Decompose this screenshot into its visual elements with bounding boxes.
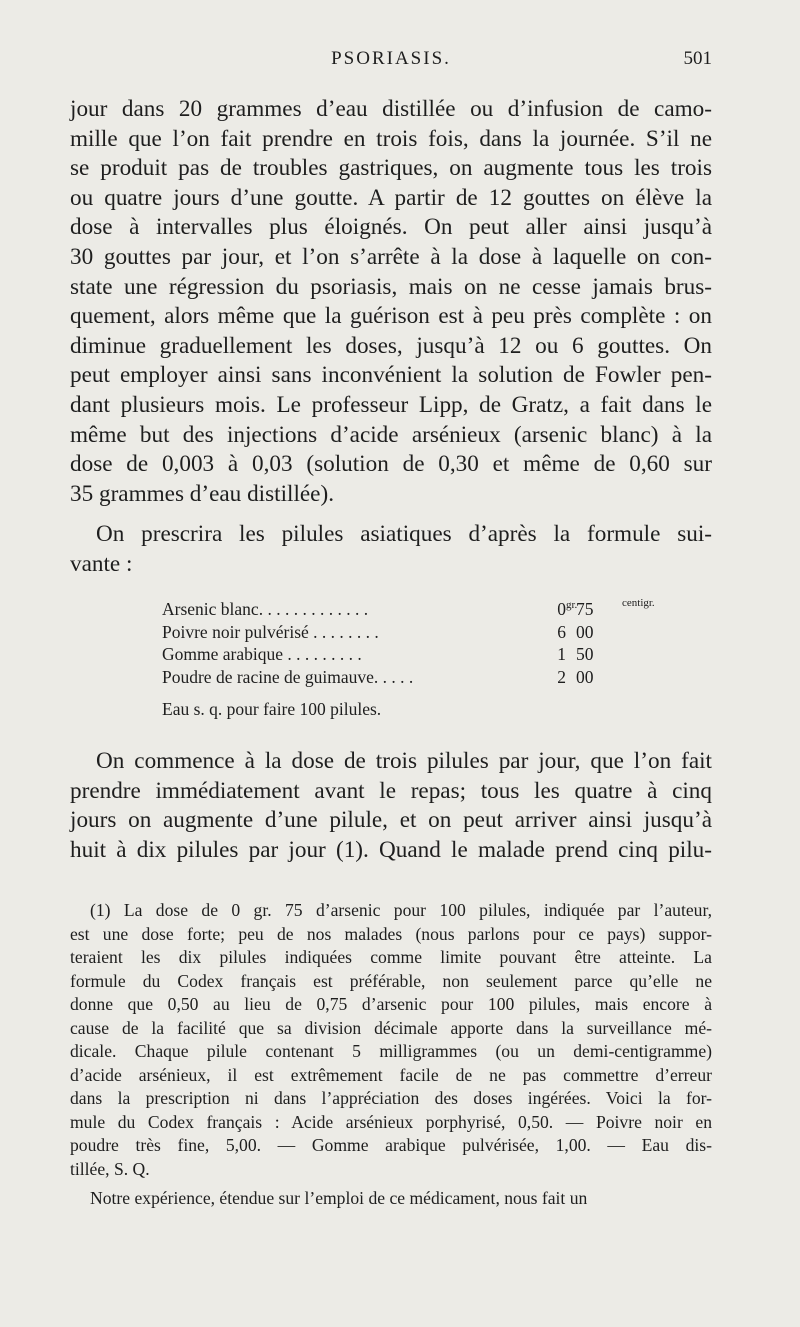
footnote-line: formule du Codex français est préférable, non seulement parce qu’elle ne: [70, 970, 712, 991]
text-line: state une régression du psoriasis, mais on ne cesse jamais brus-: [70, 273, 712, 300]
ingredient-grams: 1: [557, 644, 566, 665]
text-line: vante :: [70, 550, 133, 577]
text-line: jours on augmente d’une pilule, et on peut arriver ainsi jusqu’à: [70, 807, 712, 834]
text-line: diminue graduellement les doses, jusqu’à 12 ou 6 gouttes. On: [70, 332, 712, 359]
formula-footer: [162, 698, 662, 721]
text-line: dant plusieurs mois. Le professeur Lipp, de Gratz, a fait dans le: [70, 391, 712, 418]
text-line: prendre immédiatement avant le repas; tous les quatre à cinq: [70, 777, 712, 804]
formula-row: [162, 666, 662, 689]
footnote-line: d’acide arsénieux, il est extrêmement facile de ne pas commettre d’erreur: [70, 1064, 712, 1085]
footnote-line: tillée, S. Q.: [70, 1158, 150, 1179]
footnote-line: poudre très fine, 5,00. — Gomme arabique pulvérisée, 1,00. — Eau dis-: [70, 1135, 712, 1155]
footnote-continuation: Notre expérience, étendue sur l’emploi de ce médicament, nous fait un: [90, 1188, 588, 1208]
text-line: ou quatre jours d’une goutte. A partir de 12 gouttes on élève la: [70, 184, 712, 211]
text-line: peut employer ainsi sans inconvénient la solution de Fowler pen-: [70, 362, 712, 389]
ingredient-name: Gomme arabique . . . . . . . . .: [162, 644, 362, 665]
ingredient-grams: 6: [557, 621, 566, 642]
page-number: 501: [683, 48, 712, 69]
formula-row: [162, 598, 662, 621]
ingredient-grams: 0: [557, 599, 566, 619]
footnote-line: donne que 0,50 au lieu de 0,75 d’arsenic pour 100 pilules, mais encore à: [70, 994, 712, 1014]
unit-grams: gr.: [566, 599, 578, 611]
prescription-formula: [162, 598, 662, 721]
formula-row: [162, 621, 662, 644]
footnote-line: dans la prescription ni dans l’appréciation des doses ingérées. Voici la for-: [70, 1088, 712, 1108]
ingredient-centigrams: 50: [576, 644, 594, 665]
footnote-line: dicale. Chaque pilule contenant 5 milligrammes (ou un demi-centigramme): [70, 1041, 712, 1061]
ingredient-centigrams: 00: [576, 666, 594, 687]
text-line: 35 grammes d’eau distillée).: [70, 480, 334, 507]
paragraph-3: [70, 747, 712, 865]
formula-row: [162, 643, 662, 666]
ingredient-centigrams: 00: [576, 621, 594, 642]
ingredient-name: Poudre de racine de guimauve. . . . .: [162, 666, 414, 687]
ingredient-name: Arsenic blanc. . . . . . . . . . . . .: [162, 599, 369, 619]
footnote-line: cause de la facilité que sa division décimale apporte dans la surveillance mé-: [70, 1017, 712, 1038]
ingredient-grams: 2: [557, 666, 566, 687]
text-line: On commence à la dose de trois pilules par jour, que l’on fait: [96, 748, 712, 774]
text-line: huit à dix pilules par jour (1). Quand le malade prend cinq pilu-: [70, 836, 712, 863]
formula-footer-text: Eau s. q. pour faire 100 pilules.: [162, 699, 382, 720]
text-line: même but des injections d’acide arsénieux (arsenic blanc) à la: [70, 421, 712, 448]
ingredient-name: Poivre noir pulvérisé . . . . . . . .: [162, 621, 379, 642]
ingredient-centigrams: 75: [576, 599, 594, 619]
text-line: jour dans 20 grammes d’eau distillée ou d’infusion de camo-: [70, 96, 712, 122]
footnote-line: est une dose forte; peu de nos malades (nous parlons pour ce pays) suppor-: [70, 923, 712, 944]
text-line: dose à intervalles plus éloignés. On peut aller ainsi jusqu’à: [70, 214, 712, 241]
page-header: [70, 48, 712, 78]
text-line: dose de 0,003 à 0,03 (solution de 0,30 et même de 0,60 sur: [70, 451, 712, 478]
running-title: PSORIASIS.: [331, 48, 451, 69]
paragraph-2: [70, 520, 712, 579]
unit-centigrams: centigr.: [622, 597, 655, 609]
text-line: mille que l’on fait prendre en trois fois, dans la journée. S’il ne: [70, 125, 712, 152]
text-line: se produit pas de troubles gastriques, on augmente tous les trois: [70, 155, 712, 182]
footnote-line: (1) La dose de 0 gr. 75 d’arsenic pour 100 pilules, indiquée par l’auteur,: [90, 900, 712, 920]
text-line: On prescrira les pilules asiatiques d’après la formule sui-: [96, 521, 712, 547]
paragraph-1: [70, 95, 712, 509]
text-line: quement, alors même que la guérison est à peu près complète : on: [70, 303, 712, 330]
footnote: [70, 899, 712, 1211]
footnote-line: mule du Codex français : Acide arsénieux porphyrisé, 0,50. — Poivre noir en: [70, 1111, 712, 1132]
text-line: 30 gouttes par jour, et l’on s’arrête à la dose à laquelle on con-: [70, 243, 712, 270]
footnote-line: teraient les dix pilules indiquées comme limite pouvant être atteinte. La: [70, 947, 712, 967]
